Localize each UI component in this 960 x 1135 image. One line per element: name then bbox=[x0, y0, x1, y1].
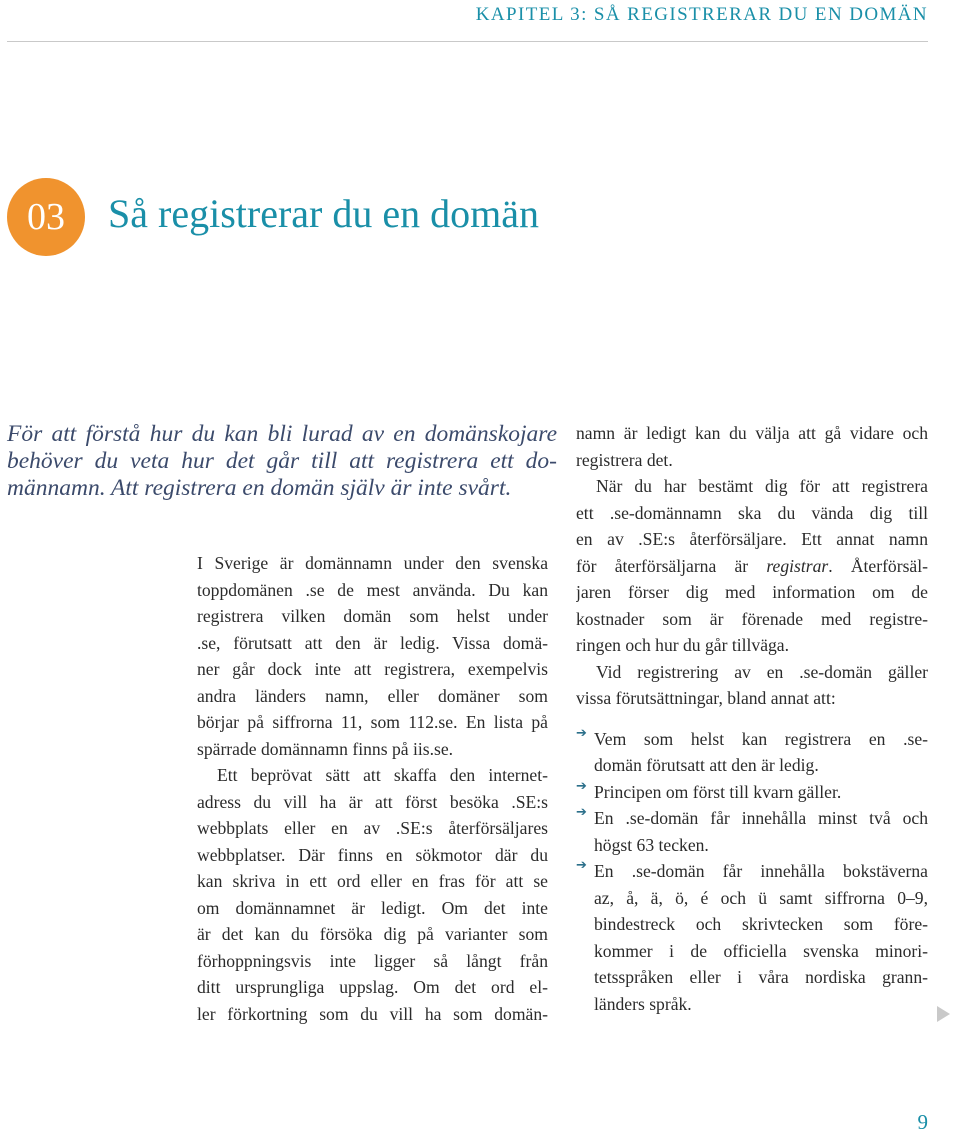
text-line: förhoppningsvis inte ligger så långt från bbox=[197, 950, 548, 971]
arrow-bullet-icon: ➔ bbox=[576, 778, 587, 794]
text-line: registrera det. bbox=[576, 449, 673, 470]
text-line: ner går dock inte att registrera, exempelvis bbox=[197, 659, 548, 679]
text-line: namn är ledigt kan du välja att gå vidare och bbox=[576, 423, 928, 443]
list-item bbox=[576, 858, 928, 1017]
paragraph-search-domain bbox=[197, 762, 548, 1027]
text-line: När du har bestämt dig för att registrera bbox=[596, 476, 928, 496]
paragraph-conditions bbox=[576, 659, 928, 712]
emphasis-term: registrar bbox=[766, 555, 829, 576]
right-column bbox=[576, 420, 928, 1017]
text-line bbox=[576, 553, 928, 580]
text-line: ditt ursprungliga uppslag. Om det ord el- bbox=[197, 977, 548, 997]
text-line: adress du vill ha är att först besöka .SE:s bbox=[197, 791, 548, 812]
lead-line: För att förstå hur du kan bli lurad av en domänskojare bbox=[7, 421, 557, 447]
text-line: högst 63 tecken. bbox=[594, 834, 709, 855]
text-line: toppdomänen .se de mest använda. Du kan bbox=[197, 579, 548, 600]
text-line: ett .se-domännamn ska du vända dig till bbox=[576, 502, 928, 523]
text-line: webbplatser. Där finns en sökmotor där du bbox=[197, 844, 548, 865]
header-divider bbox=[7, 41, 928, 42]
text-line: är det kan du försöka dig på varianter som bbox=[197, 924, 548, 944]
text-line: az, å, ä, ö, é och ü samt siffrorna 0–9, bbox=[594, 887, 928, 908]
text-line: vissa förutsättningar, bland annat att: bbox=[576, 688, 836, 708]
text-line: .se, förutsatt att den är ledig. Vissa domä- bbox=[197, 632, 548, 653]
bullet-list bbox=[576, 726, 928, 1018]
text-line: spärrade domännamn finns på iis.se. bbox=[197, 738, 454, 759]
lead-line: behöver du veta hur det går till att registrera ett do- bbox=[7, 448, 557, 474]
text-line: Principen om först till kvarn gäller. bbox=[594, 781, 842, 802]
chapter-title: Så registrerar du en domän bbox=[108, 191, 539, 236]
text-line: webbplats eller en av .SE:s återförsäljares bbox=[197, 818, 548, 838]
list-item bbox=[576, 779, 928, 806]
text-line: ler förkortning som du vill ha som domän- bbox=[197, 1003, 548, 1024]
text-line: tetsspråken eller i våra nordiska grann- bbox=[594, 967, 928, 987]
text-line: börjar på siffrorna 11, som 112.se. En lista på bbox=[197, 712, 548, 732]
running-head: KAPITEL 3: SÅ REGISTRERAR DU EN DOMÄN bbox=[475, 4, 928, 25]
text-line: En .se-domän får innehålla bokstäverna bbox=[594, 861, 928, 881]
lead-line: männamn. Att registrera en domän själv är inte svårt. bbox=[7, 475, 512, 501]
text-line: kommer i de officiella svenska minori- bbox=[594, 940, 928, 961]
text-line: om domännamnet är ledigt. Om det inte bbox=[197, 897, 548, 918]
arrow-bullet-icon: ➔ bbox=[576, 725, 587, 741]
text-line: kostnader som är förenade med registre- bbox=[576, 608, 928, 629]
chapter-number-badge: 03 bbox=[7, 178, 85, 256]
text-line: I Sverige är domännamn under den svenska bbox=[197, 553, 548, 573]
text-line: länders språk. bbox=[594, 993, 692, 1014]
text-line: domän förutsatt att den är ledig. bbox=[594, 755, 819, 775]
text-line: jaren förser dig med information om de bbox=[576, 582, 928, 602]
text-line: Vid registrering av en .se-domän gäller bbox=[596, 661, 928, 682]
paragraph-continuation bbox=[576, 420, 928, 473]
text-line: En .se-domän får innehålla minst två och bbox=[594, 808, 928, 828]
text-line: Ett beprövat sätt att skaffa den internet- bbox=[217, 765, 548, 785]
text-line: ringen och hur du går tillväga. bbox=[576, 635, 790, 655]
left-column bbox=[197, 550, 548, 1027]
text-line: andra länders namn, eller domäner som bbox=[197, 685, 548, 706]
text-line: bindestreck och skrivtecken som före- bbox=[594, 914, 928, 934]
text-fragment: . Återförsäl- bbox=[828, 555, 928, 576]
arrow-bullet-icon: ➔ bbox=[576, 805, 587, 820]
list-item bbox=[576, 726, 928, 779]
paragraph-registrar bbox=[576, 473, 928, 659]
next-page-arrow-icon bbox=[937, 1006, 950, 1022]
arrow-bullet-icon: ➔ bbox=[576, 858, 587, 873]
paragraph-domain-rules bbox=[197, 550, 548, 762]
lead-paragraph bbox=[7, 421, 557, 502]
text-line: registrera vilken domän som helst under bbox=[197, 606, 548, 626]
page-number: 9 bbox=[917, 1110, 928, 1134]
text-fragment: för återförsäljarna är bbox=[576, 555, 767, 576]
text-line: Vem som helst kan registrera en .se- bbox=[594, 728, 928, 749]
list-item bbox=[576, 805, 928, 858]
text-line: en av .SE:s återförsäljare. Ett annat namn bbox=[576, 529, 928, 549]
text-line: kan skriva in ett ord eller en fras för att se bbox=[197, 871, 548, 891]
